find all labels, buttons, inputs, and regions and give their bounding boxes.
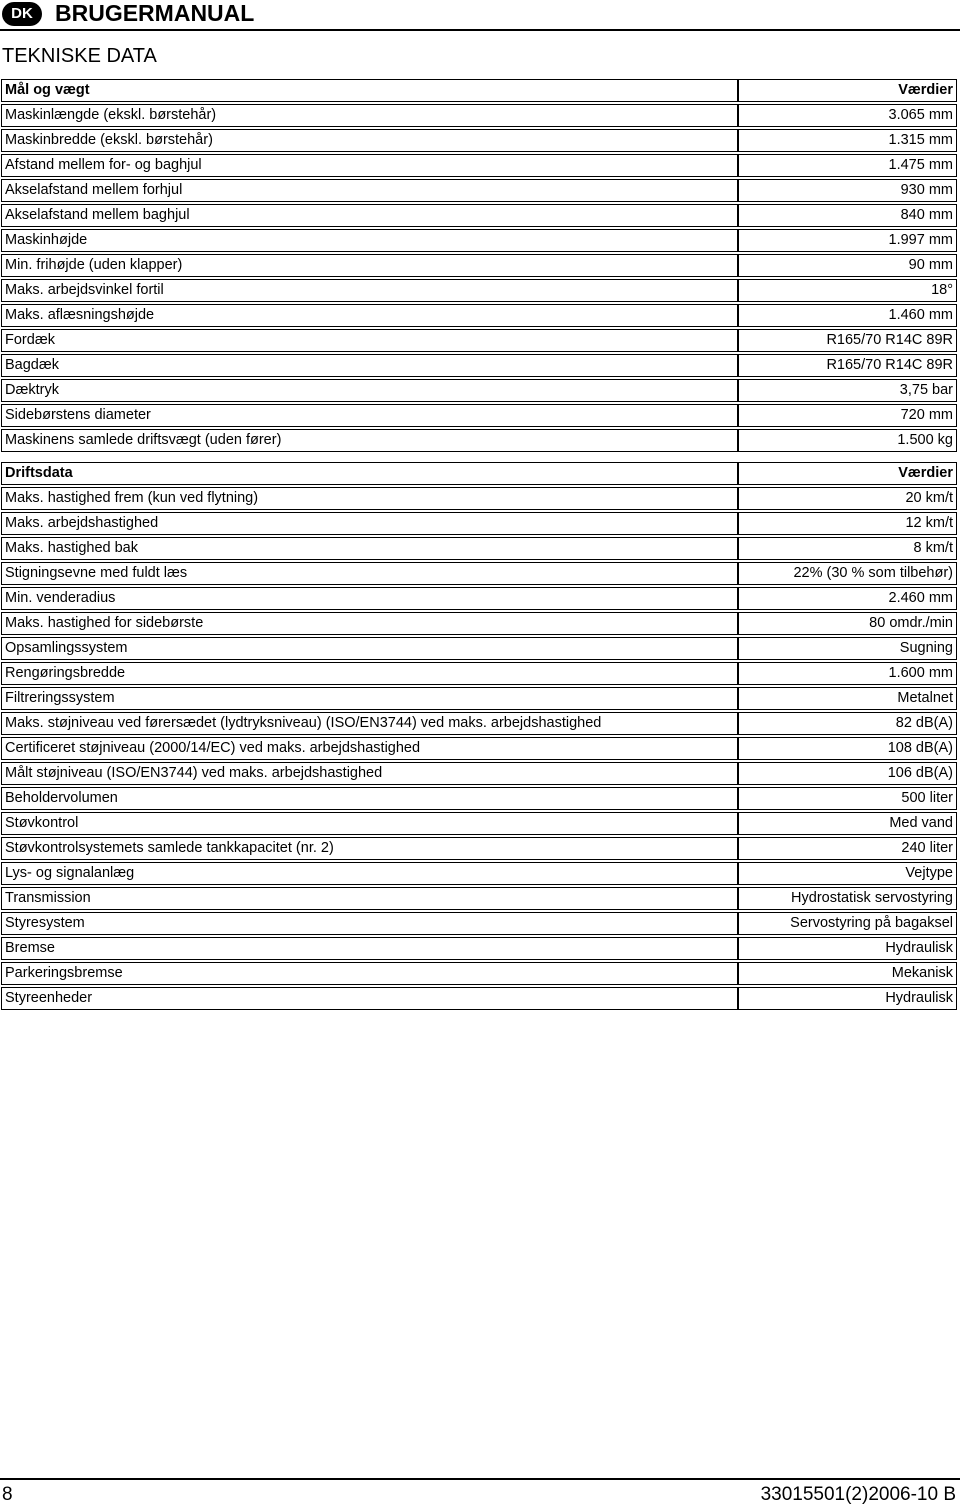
spec-value: 90 mm (738, 254, 957, 277)
language-badge: DK (2, 2, 42, 26)
table-row (1, 429, 957, 452)
spec-label: Filtreringssystem (1, 687, 738, 710)
spec-label: Styreenheder (1, 987, 738, 1010)
spec-value: 80 omdr./min (738, 612, 957, 635)
table-row (1, 129, 957, 152)
spec-label: Maskinbredde (ekskl. børstehår) (1, 129, 738, 152)
table-row (1, 787, 957, 810)
spec-value: 18° (738, 279, 957, 302)
table-row (1, 154, 957, 177)
spec-label: Lys- og signalanlæg (1, 862, 738, 885)
spec-label: Maks. hastighed bak (1, 537, 738, 560)
spec-label: Akselafstand mellem forhjul (1, 179, 738, 202)
spec-label: Stigningsevne med fuldt læs (1, 562, 738, 585)
spec-value: 1.600 mm (738, 662, 957, 685)
table-row (1, 812, 957, 835)
document-code: 33015501(2)2006-10 B (760, 1484, 956, 1505)
spec-value: 1.460 mm (738, 304, 957, 327)
spec-value: 82 dB(A) (738, 712, 957, 735)
spec-value: 2.460 mm (738, 587, 957, 610)
spec-label: Rengøringsbredde (1, 662, 738, 685)
spec-value: 500 liter (738, 787, 957, 810)
spec-label: Støvkontrolsystemets samlede tankkapacitet (nr. 2) (1, 837, 738, 860)
spec-label: Maks. aflæsningshøjde (1, 304, 738, 327)
spec-value: 20 km/t (738, 487, 957, 510)
page-number: 8 (2, 1484, 13, 1505)
spec-label: Dæktryk (1, 379, 738, 402)
table-header-row (1, 79, 957, 102)
table-row (1, 179, 957, 202)
table-row (1, 862, 957, 885)
spec-label: Opsamlingssystem (1, 637, 738, 660)
footer-divider (0, 1478, 960, 1480)
table-row (1, 912, 957, 935)
column-header-label: Mål og vægt (1, 79, 738, 102)
table-row (1, 254, 957, 277)
spec-value: 3,75 bar (738, 379, 957, 402)
table-row (1, 354, 957, 377)
table-row (1, 487, 957, 510)
spec-label: Maskinlængde (ekskl. børstehår) (1, 104, 738, 127)
spec-label: Styresystem (1, 912, 738, 935)
table-row (1, 537, 957, 560)
spec-value: 3.065 mm (738, 104, 957, 127)
table-row (1, 937, 957, 960)
spec-value: R165/70 R14C 89R (738, 329, 957, 352)
spec-value: 720 mm (738, 404, 957, 427)
table-row (1, 329, 957, 352)
spec-value: 8 km/t (738, 537, 957, 560)
table-row (1, 304, 957, 327)
table-row (1, 612, 957, 635)
spec-value: Sugning (738, 637, 957, 660)
table-row (1, 512, 957, 535)
spec-label: Min. frihøjde (uden klapper) (1, 254, 738, 277)
spec-label: Bagdæk (1, 354, 738, 377)
spec-value: 108 dB(A) (738, 737, 957, 760)
table-row (1, 204, 957, 227)
spec-value: Hydraulisk (738, 937, 957, 960)
table-row (1, 104, 957, 127)
spec-label: Bremse (1, 937, 738, 960)
spec-label: Fordæk (1, 329, 738, 352)
column-header-label: Driftsdata (1, 462, 738, 485)
table-row (1, 962, 957, 985)
table-row (1, 637, 957, 660)
manual-title: BRUGERMANUAL (55, 0, 255, 26)
column-header-value: Værdier (738, 79, 957, 102)
spec-label: Maskinhøjde (1, 229, 738, 252)
spec-label: Maskinens samlede driftsvægt (uden fører) (1, 429, 738, 452)
table-row (1, 587, 957, 610)
table-row (1, 762, 957, 785)
spec-label: Maks. arbejdsvinkel fortil (1, 279, 738, 302)
page-header (0, 0, 960, 30)
table-row (1, 379, 957, 402)
spec-label: Certificeret støjniveau (2000/14/EC) ved maks. arbejdshastighed (1, 737, 738, 760)
spec-value: Mekanisk (738, 962, 957, 985)
spec-value: 106 dB(A) (738, 762, 957, 785)
spec-label: Transmission (1, 887, 738, 910)
spec-label: Målt støjniveau (ISO/EN3744) ved maks. arbejdshastighed (1, 762, 738, 785)
spec-value: Hydrostatisk servostyring (738, 887, 957, 910)
spec-value: Med vand (738, 812, 957, 835)
table-header-row (1, 462, 957, 485)
spec-value: 1.475 mm (738, 154, 957, 177)
section-title: TEKNISKE DATA (2, 45, 157, 67)
table-row (1, 737, 957, 760)
spec-value: 1.997 mm (738, 229, 957, 252)
spec-label: Maks. hastighed frem (kun ved flytning) (1, 487, 738, 510)
spec-value: 12 km/t (738, 512, 957, 535)
spec-value: 22% (30 % som tilbehør) (738, 562, 957, 585)
spec-value: 1.315 mm (738, 129, 957, 152)
table-row (1, 887, 957, 910)
table-row (1, 687, 957, 710)
spec-value: Hydraulisk (738, 987, 957, 1010)
table-row (1, 404, 957, 427)
table-row (1, 662, 957, 685)
spec-value: 240 liter (738, 837, 957, 860)
spec-label: Støvkontrol (1, 812, 738, 835)
spec-label: Min. venderadius (1, 587, 738, 610)
spec-value: Metalnet (738, 687, 957, 710)
spec-label: Maks. støjniveau ved førersædet (lydtryksniveau) (ISO/EN3744) ved maks. arbejdshastighed (1, 712, 738, 735)
table-row (1, 562, 957, 585)
spec-value: 930 mm (738, 179, 957, 202)
spec-label: Akselafstand mellem baghjul (1, 204, 738, 227)
spec-value: 1.500 kg (738, 429, 957, 452)
spec-label: Afstand mellem for- og baghjul (1, 154, 738, 177)
table-row (1, 837, 957, 860)
spec-value: R165/70 R14C 89R (738, 354, 957, 377)
spec-label: Parkeringsbremse (1, 962, 738, 985)
spec-label: Sidebørstens diameter (1, 404, 738, 427)
table-row (1, 229, 957, 252)
spec-label: Maks. arbejdshastighed (1, 512, 738, 535)
column-header-value: Værdier (738, 462, 957, 485)
header-divider (0, 29, 960, 31)
table-row (1, 987, 957, 1010)
spec-value: Servostyring på bagaksel (738, 912, 957, 935)
table-row (1, 712, 957, 735)
spec-label: Beholdervolumen (1, 787, 738, 810)
spec-label: Maks. hastighed for sidebørste (1, 612, 738, 635)
dimensions-table (1, 77, 957, 454)
page-footer (0, 1478, 960, 1508)
spec-value: Vejtype (738, 862, 957, 885)
table-row (1, 279, 957, 302)
spec-value: 840 mm (738, 204, 957, 227)
operation-table (1, 460, 957, 1012)
